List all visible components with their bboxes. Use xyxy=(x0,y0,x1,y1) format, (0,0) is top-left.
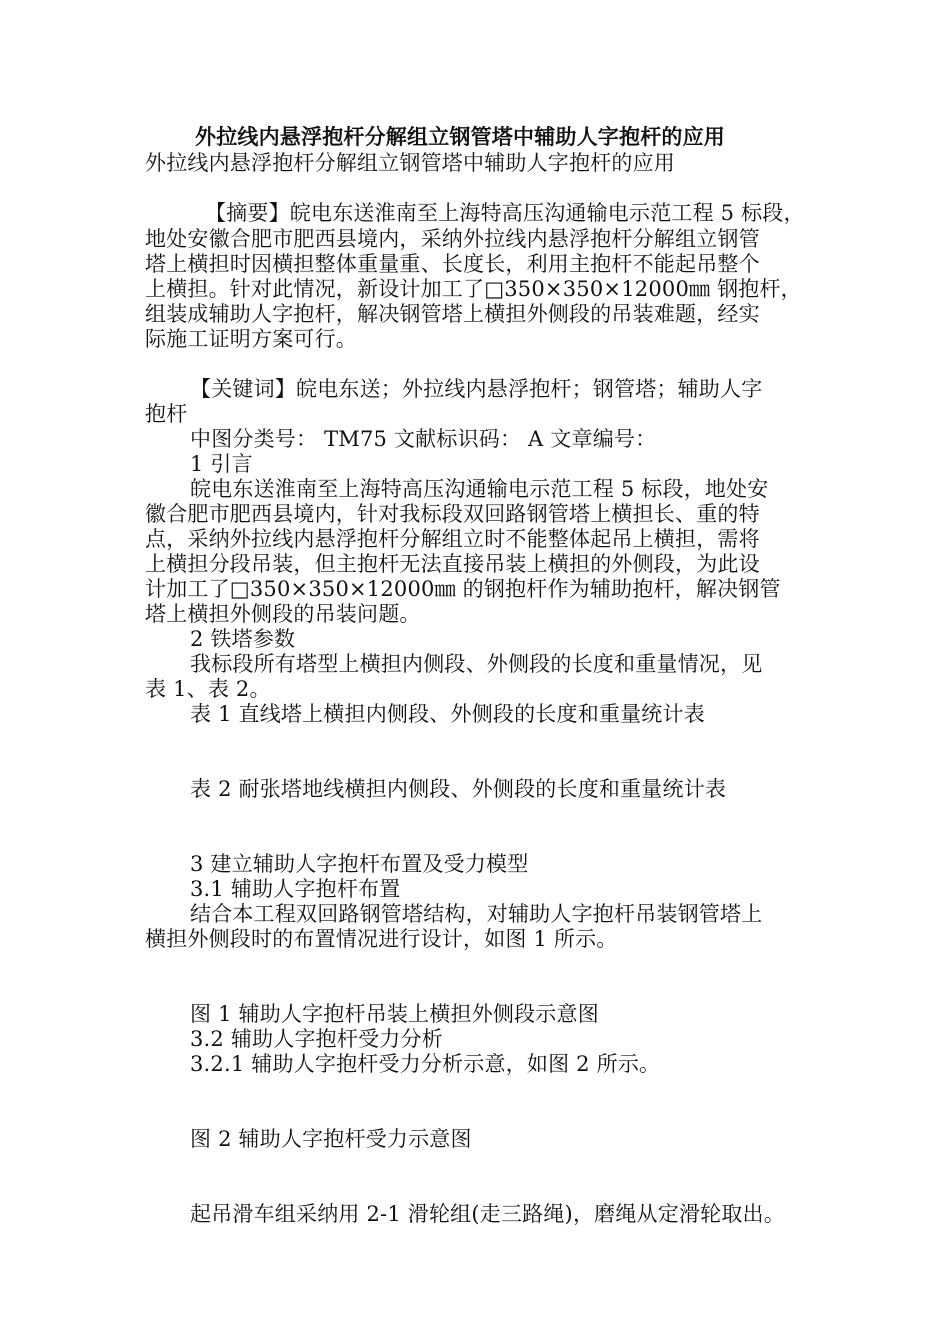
paragraph-line: 计加工了□350×350×12000㎜ 的钢抱杆作为辅助抱杆，解决钢管 xyxy=(145,577,781,601)
figure-caption: 图 1 辅助人字抱杆吊装上横担外侧段示意图 xyxy=(190,1002,599,1026)
section-heading: 2 铁塔参数 xyxy=(190,627,296,651)
paragraph-line: 结合本工程双回路钢管塔结构，对辅助人字抱杆吊装钢管塔上 xyxy=(190,902,763,926)
paragraph-line: 横担外侧段时的布置情况进行设计，如图 1 所示。 xyxy=(145,927,618,951)
abstract-line: 上横担。针对此情况，新设计加工了□350×350×12000㎜ 钢抱杆， xyxy=(145,277,802,301)
paragraph-line: 起吊滑车组采纳用 2-1 滑轮组(走三路绳)，磨绳从定滑轮取出。 xyxy=(190,1202,785,1226)
subsection-heading: 3.2 辅助人字抱杆受力分析 xyxy=(190,1027,443,1051)
paragraph-line: 皖电东送淮南至上海特高压沟通输电示范工程 5 标段，地处安 xyxy=(190,477,769,501)
abstract-line: 【摘要】皖电东送淮南至上海特高压沟通输电示范工程 5 标段， xyxy=(205,201,805,225)
abstract-line: 组装成辅助人字抱杆，解决钢管塔上横担外侧段的吊装难题，经实 xyxy=(145,302,760,326)
abstract-line: 际施工证明方案可行。 xyxy=(145,327,357,351)
section-heading: 3 建立辅助人字抱杆布置及受力模型 xyxy=(190,852,529,876)
classification-line: 中图分类号： TM75 文献标识码： A 文章编号： xyxy=(190,427,657,451)
figure-caption: 图 2 辅助人字抱杆受力示意图 xyxy=(190,1127,472,1151)
paragraph-line: 3.2.1 辅助人字抱杆受力分析示意，如图 2 所示。 xyxy=(190,1052,661,1076)
subsection-heading: 3.1 辅助人字抱杆布置 xyxy=(190,877,401,901)
paragraph-line: 上横担分段吊装，但主抱杆无法直接吊装上横担的外侧段，为此设 xyxy=(145,552,760,576)
section-heading: 1 引言 xyxy=(190,452,253,476)
paragraph-line: 徽合肥市肥西县境内，针对我标段双回路钢管塔上横担长、重的特 xyxy=(145,502,760,526)
abstract-line: 塔上横担时因横担整体重量重、长度长，利用主抱杆不能起吊整个 xyxy=(145,252,760,276)
table-caption: 表 2 耐张塔地线横担内侧段、外侧段的长度和重量统计表 xyxy=(190,777,727,801)
paragraph-line: 表 1、表 2。 xyxy=(145,677,271,701)
abstract-line: 地处安徽合肥市肥西县境内，采纳外拉线内悬浮抱杆分解组立钢管 xyxy=(145,227,760,251)
paragraph-line: 塔上横担外侧段的吊装问题。 xyxy=(145,602,421,626)
paragraph-line: 点，采纳外拉线内悬浮抱杆分解组立时不能整体起吊上横担，需将 xyxy=(145,527,760,551)
keywords-line: 【关键词】皖电东送；外拉线内悬浮抱杆；钢管塔；辅助人字 xyxy=(190,377,763,401)
table-caption: 表 1 直线塔上横担内侧段、外侧段的长度和重量统计表 xyxy=(190,702,705,726)
document-subtitle: 外拉线内悬浮抱杆分解组立钢管塔中辅助人字抱杆的应用 xyxy=(145,151,675,175)
paragraph-line: 我标段所有塔型上横担内侧段、外侧段的长度和重量情况，见 xyxy=(190,652,763,676)
document-title: 外拉线内悬浮抱杆分解组立钢管塔中辅助人字抱杆的应用 xyxy=(195,125,725,149)
keywords-line: 抱杆 xyxy=(145,402,188,426)
